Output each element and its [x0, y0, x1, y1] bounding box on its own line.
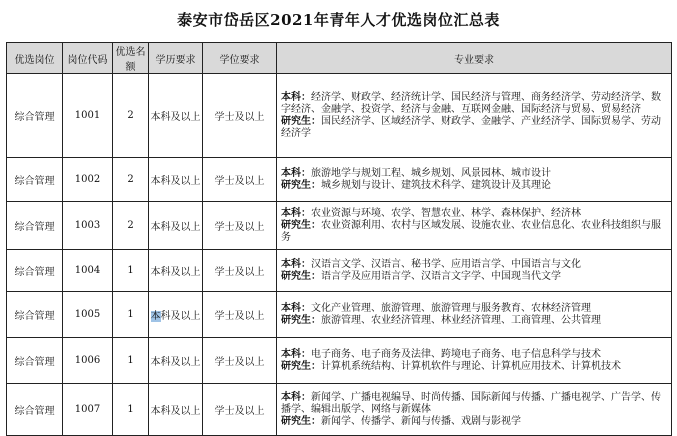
cell-degree: 学士及以上 [203, 292, 277, 338]
cell-degree: 学士及以上 [203, 202, 277, 250]
cell-code: 1003 [63, 202, 113, 250]
undergrad-requirement [281, 168, 667, 180]
graduate-label: 研究生： [281, 179, 321, 191]
cell-major [277, 338, 672, 384]
table-row [7, 292, 672, 338]
cell-education: 本科及以上 [149, 250, 203, 292]
cell-major [277, 250, 672, 292]
cell-degree: 学士及以上 [203, 250, 277, 292]
cell-post: 综合管理 [7, 338, 63, 384]
graduate-majors: 农业资源利用、农村与区域发展、设施农业、农业信息化、农业科技组织与服务 [281, 219, 661, 243]
graduate-label: 研究生： [281, 314, 321, 326]
cell-code: 1002 [63, 158, 113, 202]
undergrad-requirement [281, 259, 667, 271]
cell-code: 1004 [63, 250, 113, 292]
undergrad-label: 本科： [281, 348, 311, 360]
cell-post: 综合管理 [7, 158, 63, 202]
undergrad-label: 本科： [281, 167, 311, 179]
cell-quota: 2 [113, 202, 149, 250]
cell-code: 1006 [63, 338, 113, 384]
cell-quota: 2 [113, 74, 149, 158]
undergrad-label: 本科： [281, 302, 311, 314]
cell-quota: 1 [113, 384, 149, 436]
undergrad-requirement [281, 303, 667, 315]
graduate-majors: 计算机系统结构、计算机软件与理论、计算机应用技术、计算机技术 [321, 360, 621, 372]
cell-quota: 1 [113, 250, 149, 292]
graduate-majors: 语言学及应用语言学、汉语言文字学、中国现当代文学 [321, 270, 561, 282]
cell-quota: 2 [113, 158, 149, 202]
cell-education: 本科及以上 [149, 338, 203, 384]
graduate-majors: 旅游管理、农业经济管理、林业经济管理、工商管理、公共管理 [321, 314, 601, 326]
undergrad-majors: 经济学、财政学、经济统计学、国民经济与管理、商务经济学、劳动经济学、数字经济、金融学、投资学、经济与金融、互联网金融、国际经济与贸易、贸易经济 [281, 91, 661, 115]
undergrad-requirement [281, 92, 667, 116]
undergrad-requirement [281, 349, 667, 361]
cell-post: 综合管理 [7, 202, 63, 250]
education-text: 科及以上 [160, 311, 201, 322]
undergrad-majors: 文化产业管理、旅游管理、旅游管理与服务教育、农林经济管理 [311, 302, 591, 314]
header-code: 岗位代码 [63, 43, 113, 74]
undergrad-majors: 电子商务、电子商务及法律、跨境电子商务、电子信息科学与技术 [311, 348, 601, 360]
cell-education [149, 292, 203, 338]
graduate-label: 研究生： [281, 270, 321, 282]
cell-post: 综合管理 [7, 74, 63, 158]
table-header [7, 43, 672, 74]
cell-post: 综合管理 [7, 292, 63, 338]
table-row [7, 338, 672, 384]
header-quota: 优选名额 [113, 43, 149, 74]
cell-code: 1001 [63, 74, 113, 158]
table-row [7, 158, 672, 202]
cell-major [277, 74, 672, 158]
undergrad-majors: 农业资源与环境、农学、智慧农业、林学、森林保护、经济林 [311, 207, 581, 219]
graduate-requirement [281, 361, 667, 373]
undergrad-label: 本科： [281, 207, 311, 219]
cell-post: 综合管理 [7, 250, 63, 292]
cell-education: 本科及以上 [149, 202, 203, 250]
graduate-requirement [281, 116, 667, 140]
cell-code: 1005 [63, 292, 113, 338]
undergrad-label: 本科： [281, 258, 311, 270]
cell-major [277, 202, 672, 250]
graduate-label: 研究生： [281, 219, 321, 231]
undergrad-majors: 汉语言文学、汉语言、秘书学、应用语言学、中国语言与文化 [311, 258, 581, 270]
cell-education: 本科及以上 [149, 158, 203, 202]
table-row [7, 202, 672, 250]
graduate-majors: 国民经济学、区域经济学、财政学、金融学、产业经济学、国际贸易学、劳动经济学 [281, 115, 661, 139]
cell-quota: 1 [113, 292, 149, 338]
cell-degree: 学士及以上 [203, 384, 277, 436]
undergrad-label: 本科： [281, 391, 311, 403]
cell-degree: 学士及以上 [203, 338, 277, 384]
cell-education: 本科及以上 [149, 74, 203, 158]
header-education: 学历要求 [149, 43, 203, 74]
selected-text-highlight: 本 [150, 311, 161, 322]
header-degree: 学位要求 [203, 43, 277, 74]
undergrad-requirement [281, 208, 667, 220]
table-row [7, 74, 672, 158]
graduate-majors: 城乡规划与设计、建筑技术科学、建筑设计及其理论 [321, 179, 551, 191]
header-major: 专业要求 [277, 43, 672, 74]
undergrad-majors: 旅游地学与规划工程、城乡规划、风景园林、城市设计 [311, 167, 551, 179]
graduate-label: 研究生： [281, 115, 321, 127]
undergrad-label: 本科： [281, 91, 311, 103]
table-row [7, 384, 672, 436]
page-title: 泰安市岱岳区2021年青年人才优选岗位汇总表 [177, 11, 500, 29]
cell-degree: 学士及以上 [203, 74, 277, 158]
cell-major [277, 292, 672, 338]
cell-quota: 1 [113, 338, 149, 384]
positions-table [6, 42, 672, 436]
table-row [7, 250, 672, 292]
graduate-requirement [281, 271, 667, 283]
graduate-label: 研究生： [281, 360, 321, 372]
graduate-majors: 新闻学、传播学、新闻与传播、戏剧与影视学 [321, 415, 521, 427]
cell-post: 综合管理 [7, 384, 63, 436]
graduate-requirement [281, 180, 667, 192]
undergrad-majors: 新闻学、广播电视编导、时尚传播、国际新闻与传播、广播电视学、广告学、传播学、编辑出版学、网络与新媒体 [281, 391, 661, 415]
cell-major [277, 384, 672, 436]
graduate-requirement [281, 416, 667, 428]
cell-code: 1007 [63, 384, 113, 436]
cell-degree: 学士及以上 [203, 158, 277, 202]
graduate-label: 研究生： [281, 415, 321, 427]
graduate-requirement [281, 315, 667, 327]
cell-education: 本科及以上 [149, 384, 203, 436]
header-post: 优选岗位 [7, 43, 63, 74]
cell-major [277, 158, 672, 202]
graduate-requirement [281, 220, 667, 244]
